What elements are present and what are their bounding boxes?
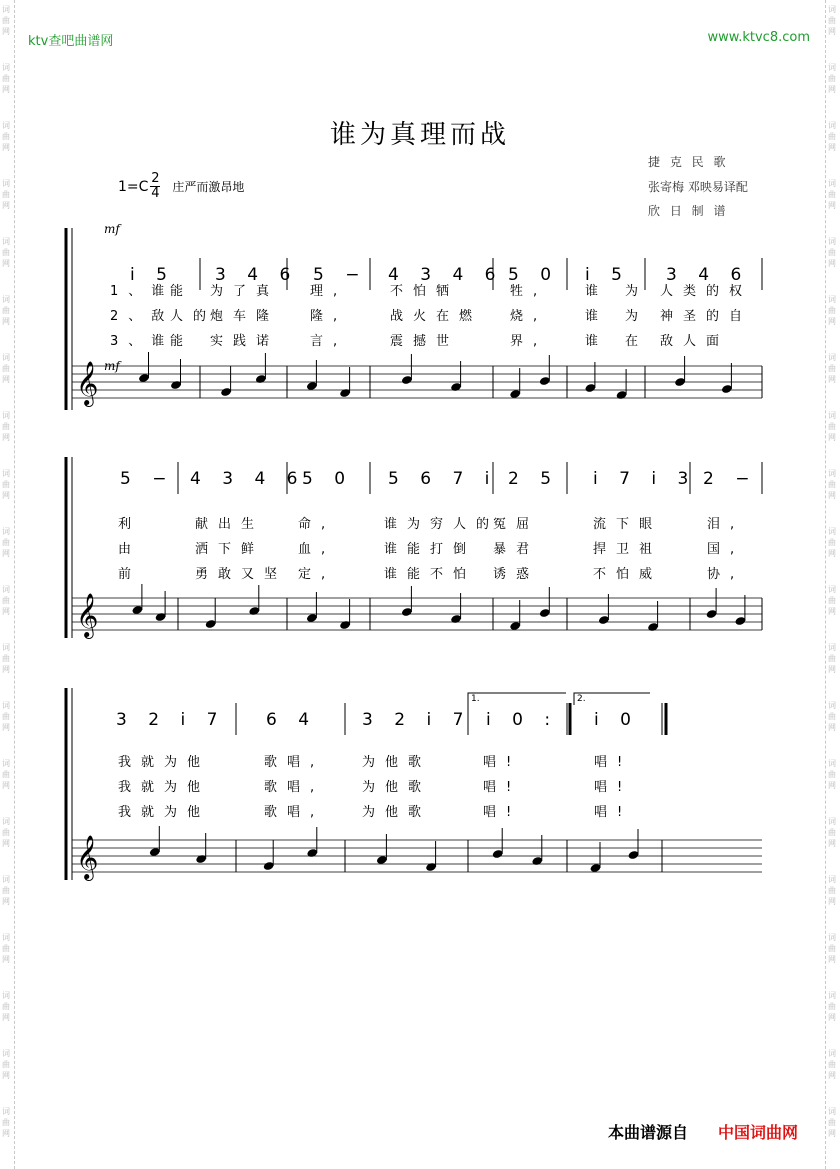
lyric-word: 不怕牺: [390, 284, 460, 299]
source-label: 本曲谱源自: [608, 1123, 689, 1142]
lyric-word: 为了真: [210, 284, 280, 299]
side-watermark-tag: 词 曲 网: [2, 353, 10, 384]
key-label: 1=C: [118, 178, 149, 195]
lyric-word: 敌人面: [660, 334, 730, 349]
side-watermark-tag: 词 曲 网: [828, 933, 836, 964]
side-watermark-tag: 词 曲 网: [828, 5, 836, 36]
treble-clef-icon: 𝄞: [76, 835, 99, 879]
lyric-word: 3、谁: [110, 334, 175, 349]
lyric-word: 我就为他: [118, 780, 211, 795]
treble-clef-icon: 𝄞: [76, 593, 99, 637]
jianpu-measure: 3 2 i 7: [116, 710, 226, 730]
credit-origin: 捷 克 民 歌: [648, 155, 729, 169]
side-watermark-tag: 词 曲 网: [2, 585, 10, 616]
jianpu-measure: i 7 i 3: [593, 469, 697, 489]
side-watermark-tag: 词 曲 网: [2, 875, 10, 906]
lyric-word: 战火在燃: [390, 309, 483, 324]
lyric-word: 界,: [510, 334, 548, 349]
time-bottom: 4: [151, 186, 160, 201]
jianpu-measure: 3 4 6: [215, 265, 299, 285]
lyric-word: 为他歌: [362, 805, 432, 820]
lyric-word: 协,: [707, 567, 745, 582]
lyric-word: 定,: [298, 567, 336, 582]
side-watermark-tag: 词 曲 网: [828, 237, 836, 268]
lyric-word: 唱!: [483, 755, 522, 770]
side-watermark-tag: 词 曲 网: [828, 759, 836, 790]
lyric-word: 唱!: [594, 755, 633, 770]
jianpu-measure: i 0: [594, 710, 639, 730]
jianpu-measure: i 5: [130, 265, 175, 285]
lyric-word: 谁: [585, 334, 609, 349]
lyric-word: 为他歌: [362, 755, 432, 770]
side-watermark-tag: 词 曲 网: [828, 643, 836, 674]
lyric-word: 谁为穷人的: [384, 517, 500, 532]
lyric-word: 唱!: [483, 805, 522, 820]
side-watermark-tag: 词 曲 网: [828, 701, 836, 732]
jianpu-measure: 4 3 4 6: [388, 265, 504, 285]
lyric-word: 1、谁: [110, 284, 175, 299]
time-top: 2: [151, 171, 160, 186]
side-watermark-tag: 词 曲 网: [828, 585, 836, 616]
side-watermark-tag: 词 曲 网: [2, 5, 10, 36]
lyric-word: 谁能打倒: [384, 542, 477, 557]
lyric-word: 唱!: [594, 780, 633, 795]
site-link-left[interactable]: ktv查吧曲谱网: [28, 34, 114, 49]
jianpu-measure: 3 2 i 7: [362, 710, 472, 730]
jianpu-measure: 5 −: [120, 469, 175, 489]
lyric-word: 利: [118, 517, 142, 532]
lyric-word: 唱!: [594, 805, 633, 820]
side-watermark-tag: 词 曲 网: [2, 701, 10, 732]
side-watermark-tag: 词 曲 网: [2, 1049, 10, 1080]
jianpu-measure: i 0 :: [486, 710, 559, 730]
side-watermark-tag: 词 曲 网: [2, 991, 10, 1022]
credit-notation: 欣 日 制 谱: [648, 204, 729, 218]
side-watermark-tag: 词 曲 网: [828, 469, 836, 500]
site-link-right[interactable]: www.ktvc8.com: [707, 30, 810, 45]
side-watermark-tag: 词 曲 网: [828, 991, 836, 1022]
lyric-word: 命,: [298, 517, 336, 532]
lyric-word: 谁: [585, 309, 609, 324]
jianpu-measure: 5 −: [313, 265, 368, 285]
lyric-word: 神圣的自: [660, 309, 753, 324]
lyric-word: 谁: [585, 284, 609, 299]
lyric-word: 震撼世: [390, 334, 460, 349]
side-watermark-tag: 词 曲 网: [2, 643, 10, 674]
side-watermark-tag: 词 曲 网: [828, 817, 836, 848]
side-watermark-tag: 词 曲 网: [828, 295, 836, 326]
jianpu-measure: 3 4 6: [666, 265, 750, 285]
lyric-word: 诱惑: [493, 567, 540, 582]
side-watermark-tag: 词 曲 网: [2, 817, 10, 848]
lyric-word: 血,: [298, 542, 336, 557]
jianpu-measure: 2 5: [508, 469, 560, 489]
lyric-word: 能: [170, 334, 194, 349]
lyric-word: 捍卫祖: [593, 542, 663, 557]
side-watermark-tag: 词 曲 网: [2, 295, 10, 326]
lyric-word: 为: [625, 309, 649, 324]
lyric-word: 为他歌: [362, 780, 432, 795]
lyric-word: 国,: [707, 542, 745, 557]
jianpu-measure: 5 0: [508, 265, 560, 285]
lyric-word: 由: [118, 542, 142, 557]
jianpu-measure: 5 6 7 i: [388, 469, 498, 489]
lyric-word: 隆,: [310, 309, 348, 324]
source-site-link[interactable]: 中国词曲网: [718, 1123, 799, 1142]
lyric-word: 歌唱,: [264, 805, 325, 820]
jianpu-measure: 6 4: [266, 710, 318, 730]
lyric-word: 2、敌: [110, 309, 175, 324]
side-watermark-tag: 词 曲 网: [828, 353, 836, 384]
side-watermark-tag: 词 曲 网: [2, 237, 10, 268]
dynamic-mark: mf: [104, 359, 120, 373]
credit-translators: 张寄梅 邓映易译配: [648, 180, 748, 194]
jianpu-measure: 4 3 4 6: [190, 469, 306, 489]
lyric-word: 炮车隆: [210, 309, 280, 324]
lyric-word: 歌唱,: [264, 780, 325, 795]
side-watermark-tag: 词 曲 网: [2, 469, 10, 500]
lyric-word: 人的: [170, 309, 217, 324]
side-watermark-tag: 词 曲 网: [2, 411, 10, 442]
lyric-word: 我就为他: [118, 755, 211, 770]
dynamic-mark: mf: [104, 222, 120, 236]
jianpu-measure: i 5: [585, 265, 630, 285]
lyric-word: 烧,: [510, 309, 548, 324]
side-watermark-tag: 词 曲 网: [2, 1107, 10, 1138]
side-watermark-tag: 词 曲 网: [828, 63, 836, 94]
lyric-word: 言,: [310, 334, 348, 349]
lyric-word: 不怕威: [593, 567, 663, 582]
volta-label: 2.: [577, 694, 586, 704]
lyric-word: 唱!: [483, 780, 522, 795]
lyric-word: 人类的权: [660, 284, 753, 299]
side-watermark-tag: 词 曲 网: [828, 875, 836, 906]
lyric-word: 冤屈: [493, 517, 540, 532]
side-watermark-tag: 词 曲 网: [2, 63, 10, 94]
lyric-word: 理,: [310, 284, 348, 299]
lyric-word: 歌唱,: [264, 755, 325, 770]
lyric-word: 前: [118, 567, 142, 582]
lyric-word: 泪,: [707, 517, 745, 532]
side-watermark-tag: 词 曲 网: [2, 179, 10, 210]
treble-clef-icon: 𝄞: [76, 361, 99, 405]
lyric-word: 实践诺: [210, 334, 280, 349]
lyric-word: 献出生: [195, 517, 265, 532]
volta-bracket: [468, 693, 566, 705]
side-watermark-tag: 词 曲 网: [828, 179, 836, 210]
side-watermark-tag: 词 曲 网: [828, 527, 836, 558]
side-watermark-tag: 词 曲 网: [2, 759, 10, 790]
lyric-word: 谁能不怕: [384, 567, 477, 582]
side-watermark-tag: 词 曲 网: [828, 121, 836, 152]
side-watermark-tag: 词 曲 网: [2, 933, 10, 964]
song-title: 谁为真理而战: [329, 120, 510, 150]
lyric-word: 勇敢又坚: [195, 567, 288, 582]
lyric-word: 在: [625, 334, 649, 349]
side-watermark-tag: 词 曲 网: [828, 1049, 836, 1080]
tempo-marking: 庄严而激昂地: [172, 180, 245, 194]
lyric-word: 为: [625, 284, 649, 299]
lyric-word: 能: [170, 284, 194, 299]
lyric-word: 流下眼: [593, 517, 663, 532]
side-watermark-tag: 词 曲 网: [2, 121, 10, 152]
lyric-word: 我就为他: [118, 805, 211, 820]
jianpu-measure: 2 −: [703, 469, 758, 489]
side-watermark-tag: 词 曲 网: [828, 1107, 836, 1138]
lyric-word: 暴君: [493, 542, 540, 557]
lyric-word: 洒下鲜: [195, 542, 265, 557]
side-watermark-tag: 词 曲 网: [2, 527, 10, 558]
side-watermark-tag: 词 曲 网: [828, 411, 836, 442]
lyric-word: 牲,: [510, 284, 548, 299]
volta-label: 1.: [471, 694, 480, 704]
jianpu-measure: 5 0: [302, 469, 354, 489]
